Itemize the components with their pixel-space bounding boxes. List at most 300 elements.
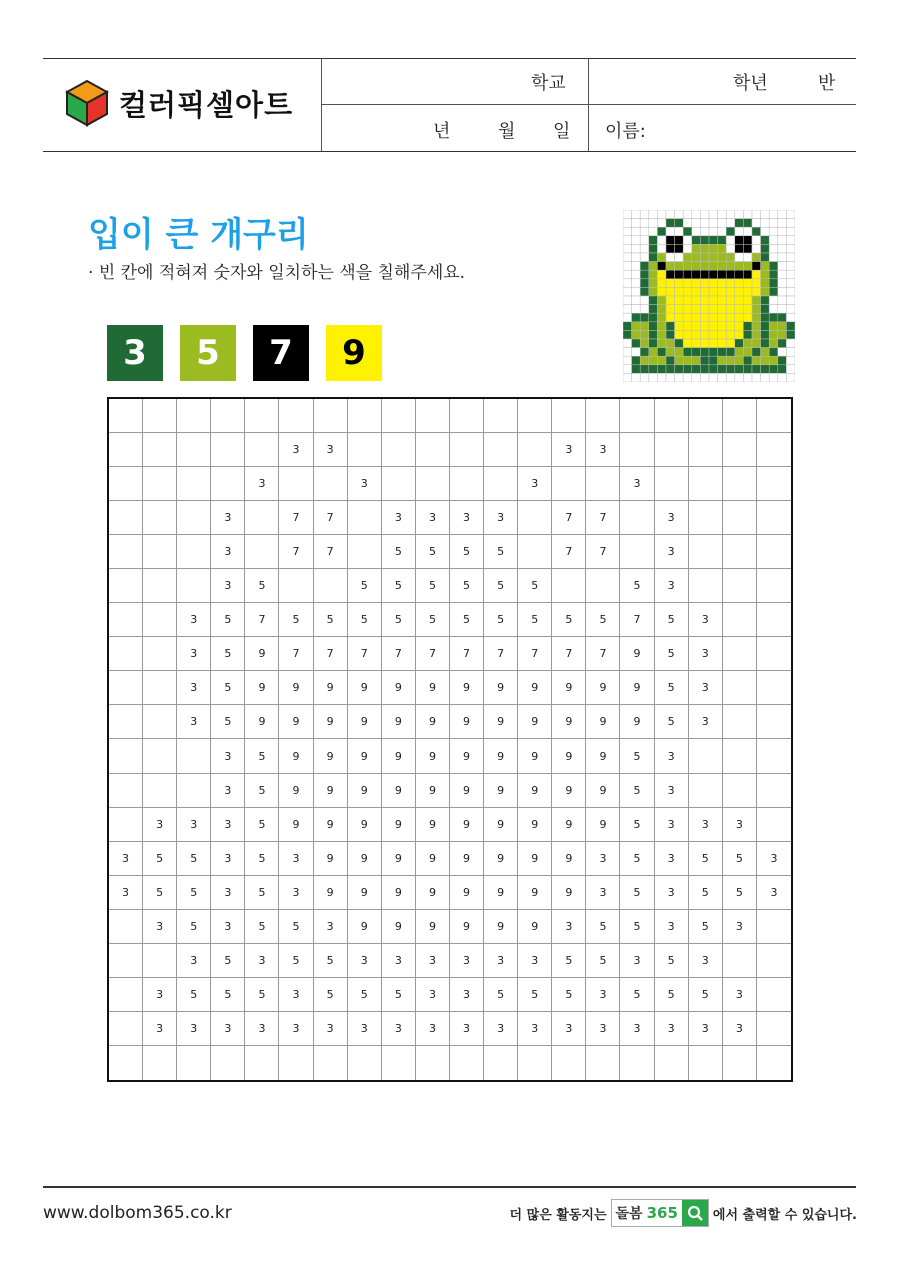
preview-pixel [735,287,744,296]
preview-pixel [726,227,735,236]
preview-pixel [632,305,641,314]
grid-cell: 9 [348,876,382,910]
grid-cell: 9 [382,739,416,773]
grid-cell: 3 [143,910,177,944]
preview-pixel [632,219,641,228]
preview-pixel [632,339,641,348]
preview-pixel [632,270,641,279]
preview-pixel [778,365,787,374]
preview-pixel [666,330,675,339]
preview-pixel [683,373,692,382]
preview-pixel [675,253,684,262]
school-label: 학교 [531,73,566,94]
grid-cell: 5 [689,910,723,944]
completed-frog-preview [623,210,795,382]
grid-cell [382,433,416,467]
preview-pixel [726,270,735,279]
preview-pixel [666,322,675,331]
grid-cell: 3 [689,705,723,739]
grid-cell [279,569,313,603]
preview-pixel [769,348,778,357]
grid-cell: 3 [279,842,313,876]
preview-pixel [666,348,675,357]
preview-pixel [657,305,666,314]
grid-cell: 9 [552,705,586,739]
preview-pixel [640,373,649,382]
preview-pixel [649,348,658,357]
header-divider [321,104,856,105]
grid-cell [416,1046,450,1080]
preview-pixel [743,339,752,348]
preview-pixel [743,227,752,236]
grid-cell [109,705,143,739]
preview-pixel [778,322,787,331]
grid-cell: 9 [279,808,313,842]
grid-cell [757,705,791,739]
preview-pixel [632,296,641,305]
grid-cell: 5 [484,978,518,1012]
grid-cell [757,739,791,773]
preview-pixel [640,279,649,288]
grid-cell: 3 [382,944,416,978]
preview-pixel [769,219,778,228]
grid-cell: 3 [279,1012,313,1046]
grid-cell: 9 [314,808,348,842]
preview-pixel [692,348,701,357]
preview-pixel [632,210,641,219]
grid-cell: 5 [416,569,450,603]
preview-pixel [735,356,744,365]
preview-pixel [623,322,632,331]
preview-pixel [709,330,718,339]
grid-cell: 3 [484,1012,518,1046]
preview-pixel [718,236,727,245]
preview-pixel [657,262,666,271]
preview-pixel [735,365,744,374]
grid-cell: 3 [416,944,450,978]
grid-cell: 5 [552,603,586,637]
grid-cell: 9 [518,808,552,842]
preview-pixel [623,348,632,357]
grid-cell: 3 [689,944,723,978]
grid-cell: 5 [382,535,416,569]
preview-pixel [761,270,770,279]
grid-cell [484,399,518,433]
grid-cell: 9 [484,671,518,705]
preview-pixel [692,296,701,305]
preview-pixel [726,236,735,245]
preview-pixel [726,253,735,262]
preview-pixel [683,210,692,219]
grid-cell: 5 [177,910,211,944]
page-title: 입이 큰 개구리 [88,215,309,255]
preview-pixel [649,227,658,236]
preview-pixel [786,296,795,305]
grid-cell [211,399,245,433]
preview-pixel [709,373,718,382]
grid-cell: 7 [416,637,450,671]
preview-pixel [649,305,658,314]
grid-cell [620,501,654,535]
preview-pixel [666,365,675,374]
grid-cell [723,433,757,467]
grid-cell: 9 [484,774,518,808]
grid-cell: 9 [314,774,348,808]
grid-cell: 7 [586,535,620,569]
grid-cell: 3 [655,910,689,944]
grid-cell: 3 [620,1012,654,1046]
preview-pixel [640,356,649,365]
preview-pixel [718,313,727,322]
preview-pixel [657,210,666,219]
preview-pixel [743,330,752,339]
preview-pixel [632,330,641,339]
preview-pixel [761,373,770,382]
preview-pixel [761,365,770,374]
grid-cell [689,535,723,569]
preview-pixel [761,296,770,305]
preview-pixel [692,236,701,245]
preview-pixel [640,270,649,279]
preview-pixel [657,236,666,245]
preview-pixel [769,244,778,253]
grid-cell: 3 [689,637,723,671]
preview-pixel [666,236,675,245]
grid-cell [757,535,791,569]
logo-text: 컬러픽셀아트 [119,87,294,122]
grid-cell [450,1046,484,1080]
preview-pixel [623,373,632,382]
grid-cell [689,433,723,467]
grid-cell: 5 [484,603,518,637]
preview-pixel [726,262,735,271]
preview-pixel [623,236,632,245]
preview-pixel [778,356,787,365]
grid-cell: 3 [382,1012,416,1046]
preview-pixel [683,253,692,262]
grid-cell [109,637,143,671]
grid-cell: 5 [620,774,654,808]
preview-pixel [735,330,744,339]
preview-pixel [657,356,666,365]
preview-pixel [683,287,692,296]
preview-pixel [769,305,778,314]
grid-cell [177,1046,211,1080]
grid-cell: 3 [245,1012,279,1046]
preview-pixel [778,373,787,382]
preview-pixel [778,253,787,262]
preview-pixel [752,210,761,219]
preview-pixel [778,339,787,348]
grid-cell: 9 [484,842,518,876]
grid-cell [143,774,177,808]
preview-pixel [683,330,692,339]
preview-pixel [640,305,649,314]
preview-pixel [735,373,744,382]
preview-pixel [675,330,684,339]
swatch-5-number: 5 [196,333,220,373]
grid-cell: 3 [723,978,757,1012]
year-label: 년 [433,121,451,142]
grid-cell: 9 [518,876,552,910]
preview-pixel [735,339,744,348]
grid-cell [757,1012,791,1046]
grid-cell [245,1046,279,1080]
preview-pixel [769,330,778,339]
grid-cell [552,399,586,433]
preview-pixel [632,348,641,357]
preview-pixel [666,287,675,296]
preview-pixel [726,287,735,296]
grid-cell: 5 [245,774,279,808]
grid-cell [382,467,416,501]
preview-pixel [700,313,709,322]
grid-cell: 9 [586,739,620,773]
preview-pixel [692,279,701,288]
grid-cell: 3 [689,671,723,705]
preview-pixel [683,348,692,357]
preview-pixel [709,365,718,374]
preview-pixel [709,219,718,228]
preview-pixel [649,296,658,305]
preview-pixel [726,244,735,253]
site-url: www.dolbom365.co.kr [43,1203,232,1223]
preview-pixel [769,236,778,245]
grid-cell: 9 [314,671,348,705]
grid-cell: 5 [416,535,450,569]
grid-cell: 5 [416,603,450,637]
preview-pixel [657,365,666,374]
preview-pixel [675,339,684,348]
preview-pixel [786,287,795,296]
grid-cell: 5 [586,603,620,637]
preview-pixel [657,348,666,357]
grid-cell: 5 [586,944,620,978]
preview-pixel [683,236,692,245]
preview-pixel [632,313,641,322]
preview-pixel [709,262,718,271]
grid-cell [109,944,143,978]
preview-pixel [649,210,658,219]
day-label: 일 [553,121,571,142]
preview-pixel [769,227,778,236]
grid-cell [689,569,723,603]
preview-pixel [709,270,718,279]
swatch-7-number: 7 [269,333,293,373]
preview-pixel [649,373,658,382]
grid-cell [143,739,177,773]
preview-pixel [778,244,787,253]
preview-pixel [649,219,658,228]
grid-cell: 3 [552,1012,586,1046]
preview-pixel [683,322,692,331]
grid-cell: 5 [279,910,313,944]
preview-pixel [675,219,684,228]
preview-pixel [623,313,632,322]
preview-pixel [700,244,709,253]
grid-cell [109,501,143,535]
grid-cell [416,467,450,501]
preview-pixel [640,322,649,331]
grid-cell: 9 [620,671,654,705]
grid-cell [723,671,757,705]
preview-pixel [769,365,778,374]
preview-pixel [718,339,727,348]
preview-pixel [632,262,641,271]
preview-pixel [675,348,684,357]
preview-pixel [640,227,649,236]
grid-cell: 9 [416,842,450,876]
grid-cell: 5 [689,978,723,1012]
preview-pixel [735,210,744,219]
grid-cell [245,399,279,433]
grid-cell [177,535,211,569]
grid-cell: 7 [620,603,654,637]
grid-cell: 5 [620,910,654,944]
grid-cell: 7 [552,535,586,569]
grid-cell: 5 [279,603,313,637]
grid-cell: 3 [211,808,245,842]
preview-pixel [778,348,787,357]
grid-cell: 9 [484,739,518,773]
preview-pixel [675,305,684,314]
grid-cell: 7 [382,637,416,671]
preview-pixel [752,262,761,271]
preview-pixel [752,244,761,253]
grade-label: 학년 [733,73,768,94]
preview-pixel [692,322,701,331]
preview-pixel [752,348,761,357]
grid-cell: 3 [348,467,382,501]
grid-cell: 9 [552,774,586,808]
grid-cell: 7 [245,603,279,637]
preview-pixel [769,356,778,365]
grid-cell [416,399,450,433]
preview-pixel [649,313,658,322]
preview-pixel [761,287,770,296]
grid-cell [586,399,620,433]
preview-pixel [778,219,787,228]
grid-cell: 3 [655,842,689,876]
grid-cell [723,399,757,433]
grid-cell: 5 [620,569,654,603]
grid-cell: 3 [211,774,245,808]
grid-cell [689,1046,723,1080]
preview-pixel [632,287,641,296]
preview-pixel [623,253,632,262]
preview-pixel [657,270,666,279]
preview-pixel [683,262,692,271]
grid-cell [177,399,211,433]
preview-pixel [675,365,684,374]
preview-pixel [692,287,701,296]
grid-cell [586,1046,620,1080]
grid-cell: 9 [416,671,450,705]
preview-pixel [735,219,744,228]
grid-cell: 3 [586,876,620,910]
grid-cell: 9 [348,808,382,842]
preview-pixel [718,253,727,262]
grid-cell: 9 [279,739,313,773]
preview-pixel [743,365,752,374]
preview-pixel [649,236,658,245]
grid-cell: 9 [552,842,586,876]
preview-pixel [657,287,666,296]
preview-pixel [683,313,692,322]
grid-cell: 3 [348,944,382,978]
preview-pixel [778,236,787,245]
promo-suffix: 에서 출력할 수 있습니다. [712,1207,857,1223]
grid-cell [620,399,654,433]
grid-cell: 5 [348,603,382,637]
grid-cell [518,535,552,569]
grid-cell: 3 [143,978,177,1012]
grid-cell: 9 [382,842,416,876]
grid-cell: 9 [552,808,586,842]
grid-cell: 5 [245,569,279,603]
preview-pixel [700,227,709,236]
preview-pixel [640,210,649,219]
preview-pixel [675,287,684,296]
grid-cell: 7 [314,535,348,569]
grid-cell [552,569,586,603]
grid-cell: 3 [655,535,689,569]
preview-pixel [683,365,692,374]
preview-pixel [623,365,632,374]
preview-pixel [726,348,735,357]
grid-cell [655,433,689,467]
preview-pixel [683,356,692,365]
grid-cell [109,978,143,1012]
grid-cell [552,467,586,501]
grid-cell: 5 [655,671,689,705]
grid-cell: 3 [143,1012,177,1046]
swatch-3 [107,325,163,381]
preview-pixel [640,296,649,305]
preview-pixel [786,365,795,374]
preview-pixel [778,305,787,314]
header-divider [588,59,589,151]
grid-cell [723,603,757,637]
preview-pixel [657,322,666,331]
preview-pixel [786,270,795,279]
grid-cell: 9 [348,910,382,944]
preview-pixel [700,330,709,339]
preview-pixel [692,330,701,339]
grid-cell: 9 [279,774,313,808]
preview-pixel [735,253,744,262]
preview-pixel [649,356,658,365]
preview-pixel [700,373,709,382]
grid-cell: 3 [416,501,450,535]
grid-cell: 3 [177,705,211,739]
grid-cell: 9 [484,705,518,739]
preview-pixel [735,262,744,271]
preview-pixel [718,373,727,382]
preview-pixel [640,262,649,271]
preview-pixel [761,219,770,228]
grid-cell: 9 [552,671,586,705]
preview-pixel [752,330,761,339]
preview-pixel [675,313,684,322]
grid-cell: 3 [177,637,211,671]
preview-pixel [657,227,666,236]
preview-pixel [718,279,727,288]
grid-cell: 3 [245,467,279,501]
grid-cell: 3 [177,944,211,978]
preview-pixel [743,348,752,357]
grid-cell [348,535,382,569]
